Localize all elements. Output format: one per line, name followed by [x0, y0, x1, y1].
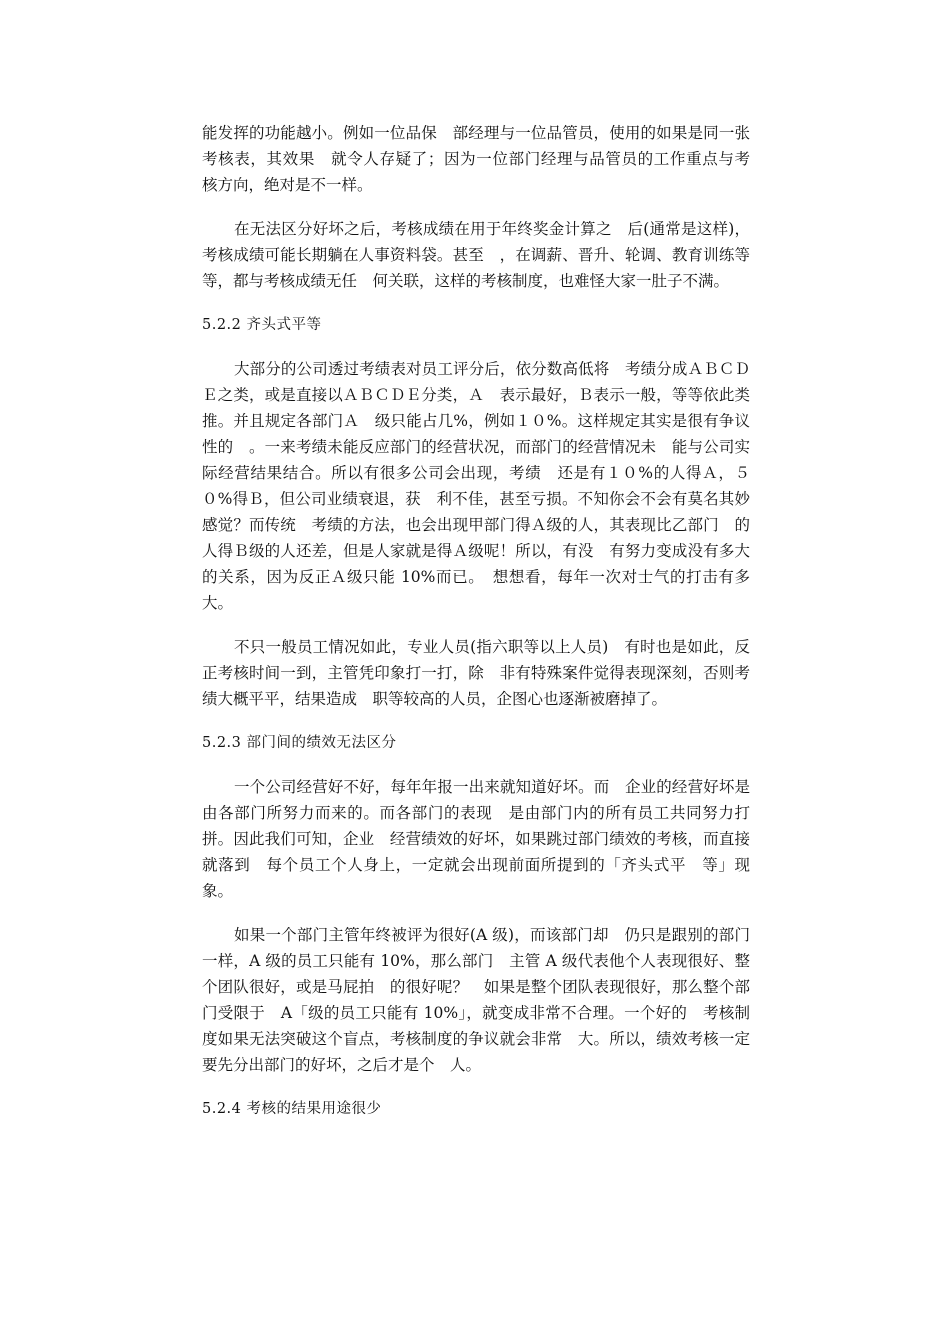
section-heading-5-2-3: 5.2.3 部门间的绩效无法区分 [202, 735, 397, 751]
paragraph-6: 如果一个部门主管年终被评为很好(A 级)，而该部门却 仍只是跟别的部门一样，A 级的员工只能有 10%，那么部门 主管 A 级代表他个人表现很好、整个团队很好，或是马屁拍 的很好呢？ 如果是整个团队表现很好，那么整个部门受限于 A「级的员工只能有 10%」，就变成非常不合理。一个好的 考核制度如果无法突破这个盲点，考核制度的争议就会非常 大。所以，绩效考核一定要先分出部门的好坏，之后才是个 人。 [202, 926, 750, 1074]
paragraph-4: 不只一般员工情况如此，专业人员(指六职等以上人员) 有时也是如此，反正考核时间一到，主管凭印象打一打，除 非有特殊案件觉得表现深刻，否则考绩大概平平，结果造成 职等较高的人员，企图心也逐渐被磨掉了。 [202, 638, 750, 708]
paragraph-2: 在无法区分好坏之后，考核成绩在用于年终奖金计算之 后(通常是这样)，考核成绩可能长期躺在人事资料袋。甚至 ，在调薪、晋升、轮调、教育训练等等，都与考核成绩无任 何关联，这样的考核制度，也难怪大家一肚子不满。 [202, 220, 750, 290]
section-heading-5-2-2: 5.2.2 齐头式平等 [202, 317, 322, 333]
paragraph-1: 能发挥的功能越小。例如一位品保 部经理与一位品管员，使用的如果是同一张考核表，其效果 就令人存疑了；因为一位部门经理与品管员的工作重点与考 核方向，绝对是不一样。 [202, 124, 766, 194]
paragraph-5: 一个公司经营好不好，每年年报一出来就知道好坏。而 企业的经营好坏是由各部门所努力而来的。而各部门的表现 是由部门内的所有员工共同努力打拼。因此我们可知，企业 经营绩效的好坏，如果跳过部门绩效的考核，而直接就落到 每个员工个人身上，一定就会出现前面所提到的「齐头式平 等」现象。 [202, 778, 750, 900]
paragraph-3: 大部分的公司透过考绩表对员工评分后，依分数高低将 考绩分成ＡＢＣＤＥ之类，或是直接以ＡＢＣＤＥ分类，Ａ 表示最好，Ｂ表示一般，等等依此类推。并且规定各部门Ａ 级只能占几%，例如１０%。这样规定其实是很有争议性的 。一来考绩未能反应部门的经营状况，而部门的经营情况未 能与公司实际经营结果结合。所以有很多公司会出现，考绩 还是有１０%的人得Ａ，５０%得Ｂ，但公司业绩衰退，获 利不佳，甚至亏损。不知你会不会有莫名其妙感觉？而传统 考绩的方法，也会出现甲部门得Ａ级的人，其表现比乙部门 的人得Ｂ级的人还差，但是人家就是得Ａ级呢！所以，有没 有努力变成没有多大的关系，因为反正Ａ级只能 10%而已。 想想看，每年一次对士气的打击有多大。 [202, 360, 750, 612]
document-body [202, 120, 766, 1122]
section-heading-5-2-4: 5.2.4 考核的结果用途很少 [202, 1101, 382, 1117]
